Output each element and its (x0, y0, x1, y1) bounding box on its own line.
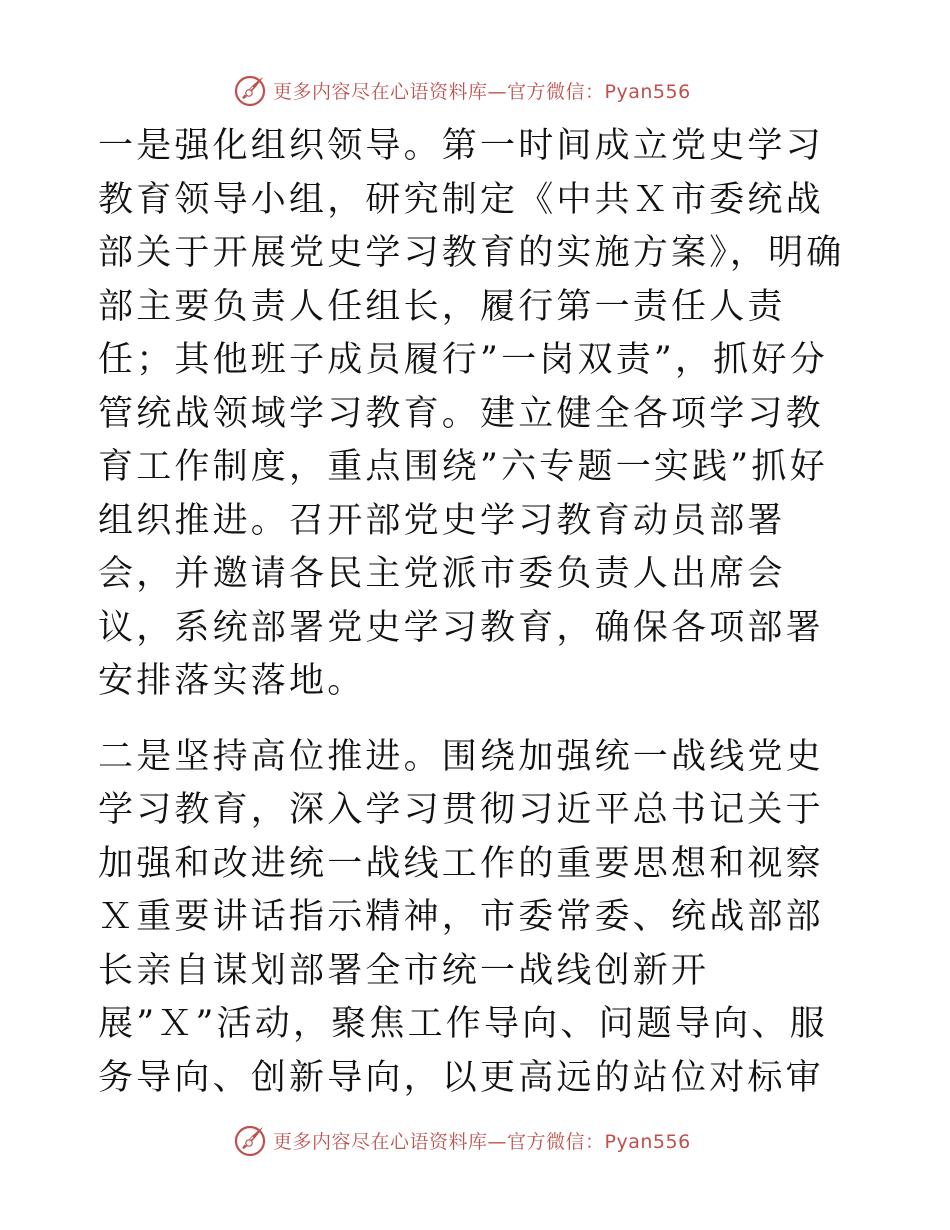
footer-wechat-id: Pyan556 (604, 1130, 691, 1153)
footer-watermark-banner (233, 1122, 691, 1158)
quill-logo-icon (233, 1123, 267, 1157)
header-wechat-id: Pyan556 (604, 80, 691, 103)
paragraph-2: 二是坚持高位推进。围绕加强统一战线党史学习教育，深入学习贯彻习近平总书记关于加强和改进统一战线工作的重要思想和视察Ｘ重要讲话指示精神，市委常委、统战部部长亲自谋划部署全市统一战线创新开展”Ｘ”活动，聚焦工作导向、问题导向、服务导向、创新导向，以更高远的站位对标审 (98, 736, 828, 1098)
footer-watermark-text (273, 1127, 691, 1154)
header-watermark-banner (233, 72, 691, 108)
document-body (98, 120, 858, 1105)
footer-watermark-label: 更多内容尽在心语资料库—官方微信： (273, 1130, 605, 1153)
quill-logo-icon (233, 73, 267, 107)
header-watermark-label: 更多内容尽在心语资料库—官方微信： (273, 80, 605, 103)
paragraph-1: 一是强化组织领导。第一时间成立党史学习教育领导小组，研究制定《中共Ｘ市委统战部关于开展党史学习教育的实施方案》，明确部主要负责人任组长，履行第一责任人责任；其他班子成员履行”一岗双责”，抓好分管统战领域学习教育。建立健全各项学习教育工作制度，重点围绕”六专题一实践”抓好组织推进。召开部党史学习教育动员部署会，并邀请各民主党派市委负责人出席会议，系统部署党史学习教育，确保各项部署安排落实落地。 (98, 126, 845, 701)
header-watermark-text (273, 77, 691, 104)
